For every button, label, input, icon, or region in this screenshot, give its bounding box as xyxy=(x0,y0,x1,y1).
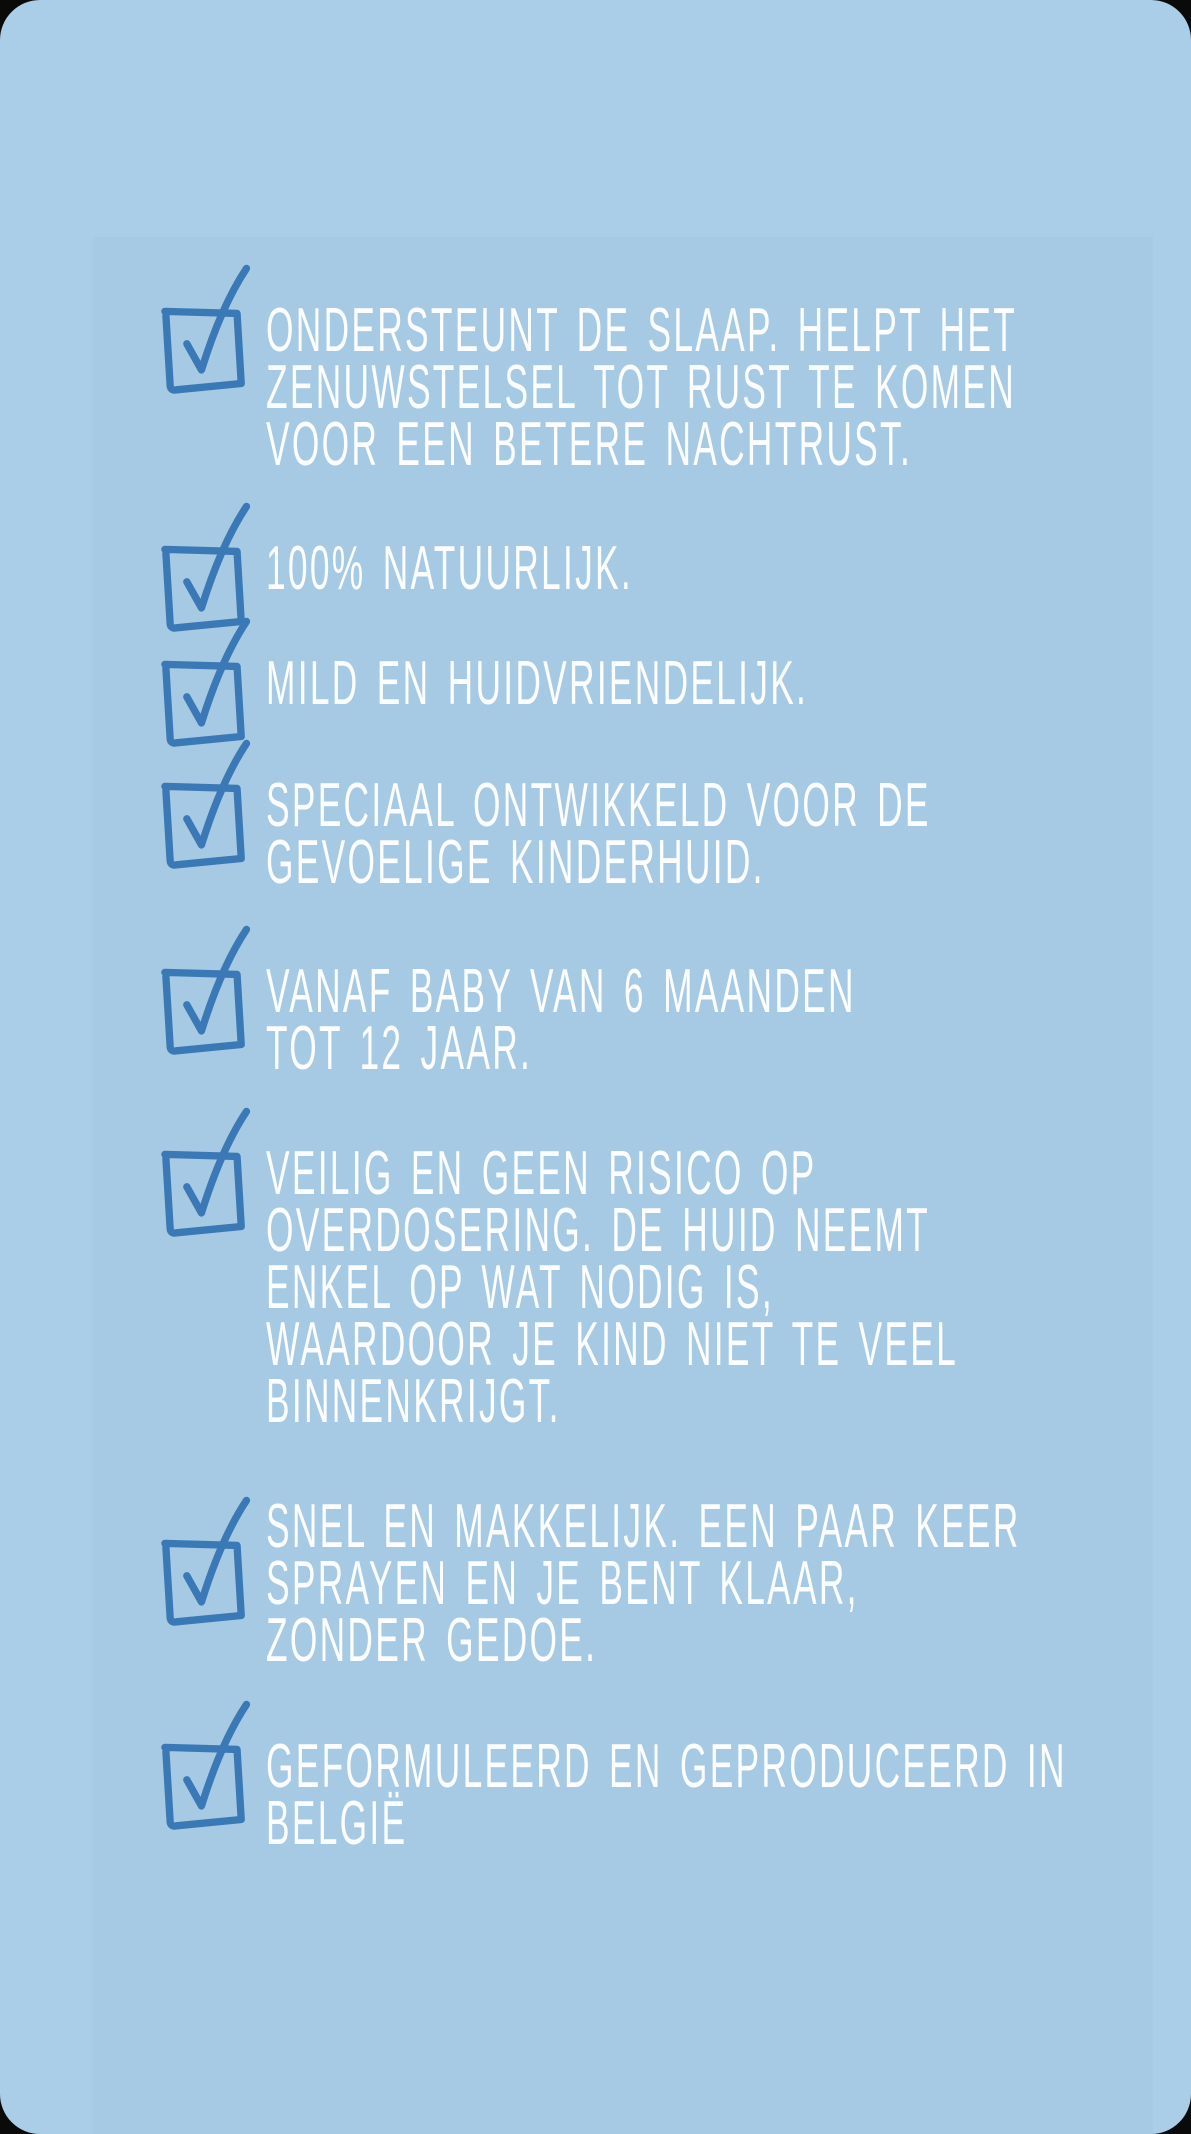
checklist-item xyxy=(152,296,1191,479)
checklist-item xyxy=(152,957,1191,1083)
checklist-item xyxy=(152,771,1191,897)
item-text xyxy=(266,1139,959,1436)
text-line: GEVOELIGE KINDERHUID. xyxy=(266,828,765,897)
checklist-item xyxy=(152,1139,1191,1436)
text-line: ZONDER GEDOE. xyxy=(266,1606,598,1675)
text-line: BINNENKRIJGT. xyxy=(266,1367,561,1436)
item-text xyxy=(266,296,1018,479)
text-line: ENKEL OP WAT NODIG IS, xyxy=(266,1253,774,1322)
text-line: BELGIË xyxy=(266,1789,408,1858)
text-line: MILD EN HUIDVRIENDELIJK. xyxy=(266,649,809,718)
checked-checkbox-icon xyxy=(152,1101,252,1237)
text-line: ONDERSTEUNT DE SLAAP. HELPT HET xyxy=(266,296,1018,365)
checked-checkbox-icon xyxy=(152,919,252,1055)
item-text xyxy=(266,649,809,718)
checklist-item xyxy=(152,534,910,632)
text-line: OVERDOSERING. DE HUID NEEMT xyxy=(266,1196,931,1265)
checked-checkbox-icon xyxy=(152,611,252,747)
text-line: SPRAYEN EN JE BENT KLAAR, xyxy=(266,1549,859,1618)
item-text xyxy=(266,957,856,1083)
checked-checkbox-icon xyxy=(152,1694,252,1830)
item-text xyxy=(266,771,931,897)
text-line: SNEL EN MAKKELIJK. EEN PAAR KEER xyxy=(266,1492,1021,1561)
item-text xyxy=(266,534,633,603)
text-line: SPECIAAL ONTWIKKELD VOOR DE xyxy=(266,771,931,840)
checked-checkbox-icon xyxy=(152,1490,252,1626)
text-line: VEILIG EN GEEN RISICO OP xyxy=(266,1139,817,1208)
text-line: GEFORMULEERD EN GEPRODUCEERD IN xyxy=(266,1732,1067,1801)
text-line: VANAF BABY VAN 6 MAANDEN xyxy=(266,957,856,1026)
checklist-item xyxy=(152,649,1191,747)
checked-checkbox-icon xyxy=(152,258,252,394)
checklist-item xyxy=(152,1732,1191,1858)
text-line: 100% NATUURLIJK. xyxy=(266,534,633,603)
item-text xyxy=(266,1492,1021,1675)
text-line: TOT 12 JAAR. xyxy=(266,1014,533,1083)
text-line: WAARDOOR JE KIND NIET TE VEEL xyxy=(266,1310,959,1379)
checklist-item xyxy=(152,1492,1191,1675)
text-line: VOOR EEN BETERE NACHTRUST. xyxy=(266,410,913,479)
checked-checkbox-icon xyxy=(152,733,252,869)
text-line: ZENUWSTELSEL TOT RUST TE KOMEN xyxy=(266,353,1017,422)
item-text xyxy=(266,1732,1067,1858)
